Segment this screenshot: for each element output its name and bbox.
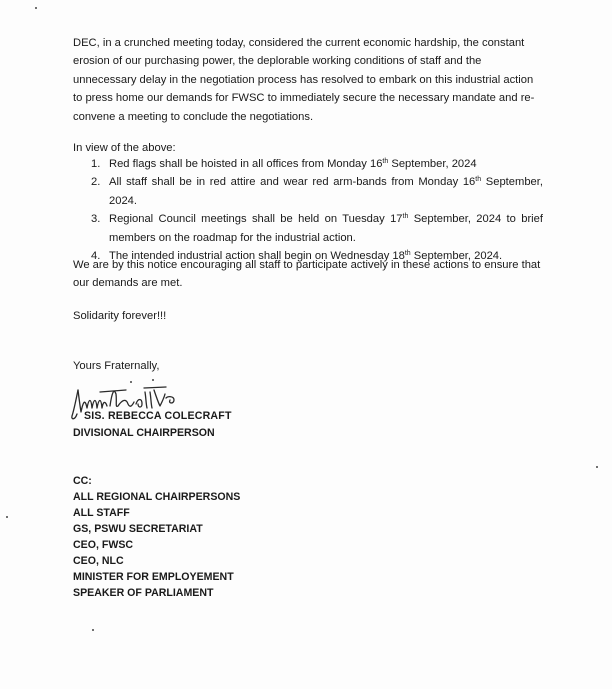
cc-block	[73, 473, 240, 601]
action-list	[73, 155, 543, 265]
list-item-number: 2.	[91, 176, 101, 189]
scan-speck	[92, 629, 94, 631]
list-item-text: All staff shall be in red attire and wear red arm-bands from Monday 16th September, 2024.	[109, 176, 543, 207]
solidarity-line: Solidarity forever!!!	[73, 310, 167, 322]
cc-recipient: MINISTER FOR EMPLOYEMENT	[73, 571, 234, 583]
cc-recipient: ALL STAFF	[73, 507, 130, 519]
closing-line: Yours Fraternally,	[73, 360, 160, 372]
cc-label: CC:	[73, 475, 92, 487]
cc-recipient: CEO, NLC	[73, 555, 124, 567]
scan-speck	[152, 379, 154, 381]
list-item-number: 4.	[91, 250, 101, 263]
intro-paragraph: DEC, in a crunched meeting today, considered the current economic hardship, the constant erosion of our purchasing power, the deplorable working conditions of staff and the unnecessary delay in the negotiation process has resolved to embark on this industrial action to press home our demands for FWSC to immediately secure the necessary mandate and re-convene a meeting to conclude the negotiations.	[73, 37, 535, 123]
cc-recipient: CEO, FWSC	[73, 539, 134, 551]
list-item	[73, 173, 543, 210]
list-item-number: 3.	[91, 213, 101, 226]
cc-recipient: SPEAKER OF PARLIAMENT	[73, 587, 214, 599]
list-item	[73, 155, 543, 173]
list-item-text: Red flags shall be hoisted in all offices from Monday 16th September, 2024	[109, 158, 477, 170]
signatory-name: SIS. REBECCA COLECRAFT	[84, 410, 232, 422]
list-item-number: 1.	[91, 158, 101, 170]
scan-speck	[130, 381, 132, 383]
cc-recipient: GS, PSWU SECRETARIAT	[73, 523, 203, 535]
scan-speck	[6, 516, 8, 518]
in-view-line: In view of the above:	[73, 142, 176, 154]
scan-speck	[35, 7, 37, 9]
list-item-text: The intended industrial action shall begin on Wednesday 18th September, 2024.	[109, 250, 503, 263]
list-item	[73, 210, 543, 247]
signatory-title: DIVISIONAL CHAIRPERSON	[73, 427, 215, 439]
cc-recipient: ALL REGIONAL CHAIRPERSONS	[73, 491, 241, 503]
list-item-text: Regional Council meetings shall be held on Tuesday 17th September, 2024 to brief members on the roadmap for the industrial action.	[109, 213, 543, 244]
scan-speck	[596, 466, 598, 468]
encourage-paragraph: We are by this notice encouraging all staff to participate actively in these actions to ensure that our demands are met.	[73, 259, 541, 290]
